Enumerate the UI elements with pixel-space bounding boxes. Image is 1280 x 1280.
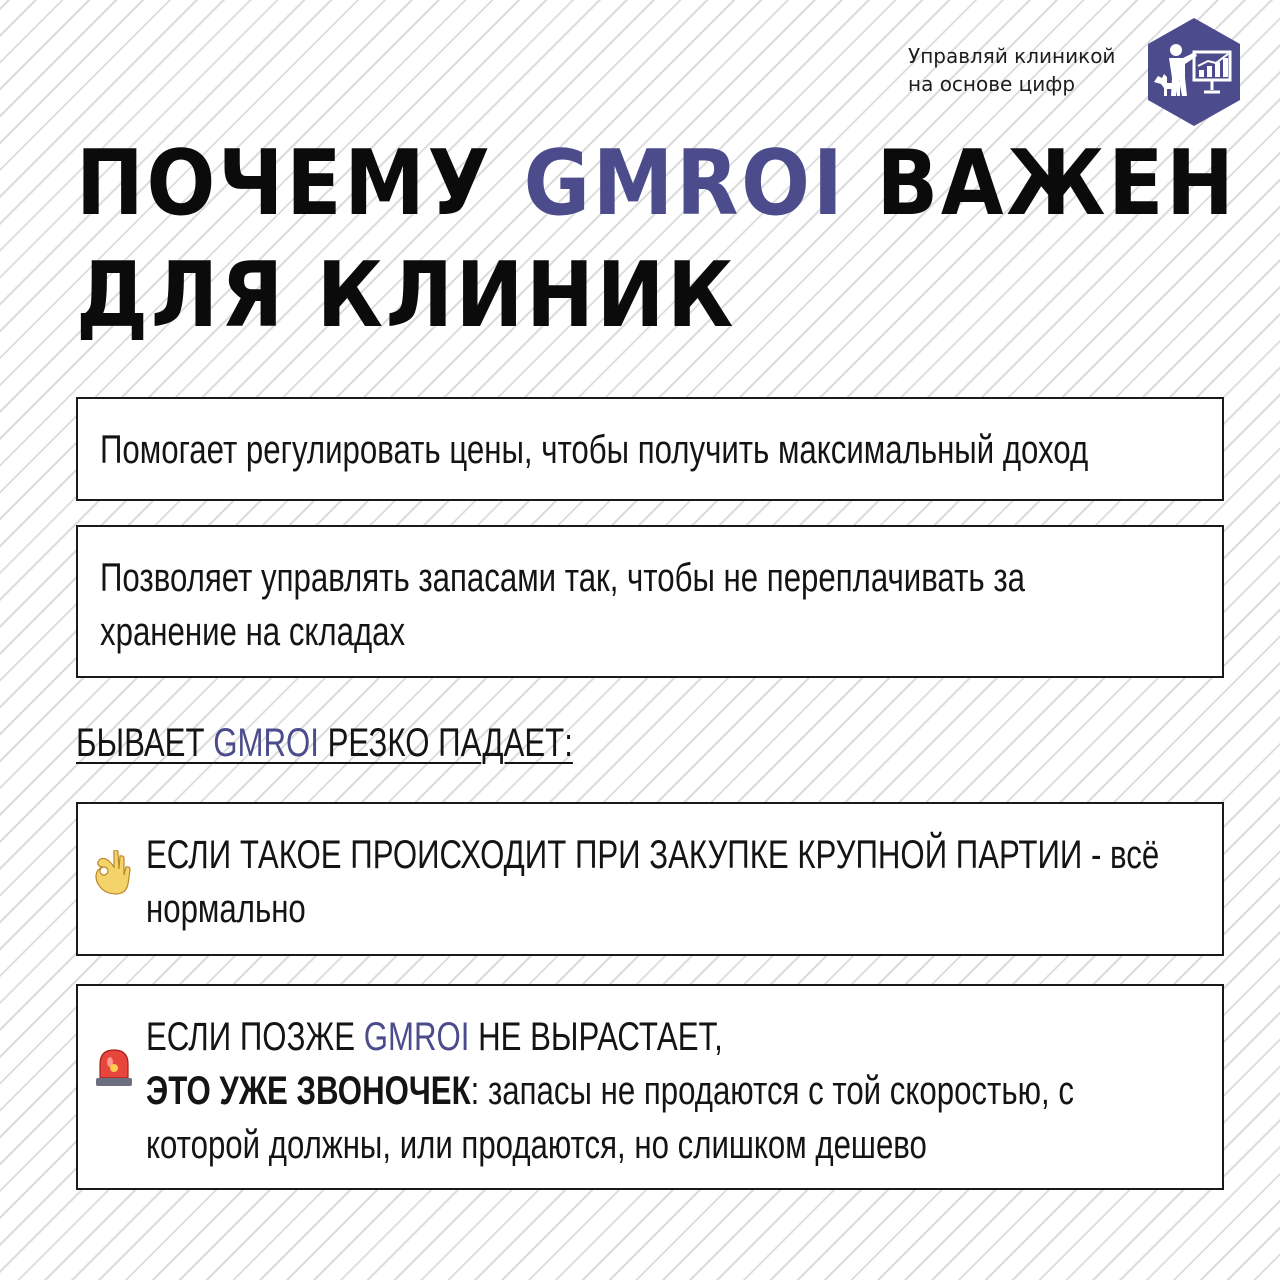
note-box-warning [76,984,1224,1190]
page-title [76,128,1237,352]
benefit-text-stock-line2: хранение на складах [100,610,406,654]
benefit-box-stock [76,525,1224,678]
title-line1-suffix: ВАЖЕН [845,131,1237,236]
benefit-text-prices: Помогает регулировать цены, чтобы получить максимальный доход [100,428,1089,472]
note2-line1-accent: GMROI [363,1015,470,1059]
note-box-large-purchase [76,802,1224,956]
note2-line2-rest: : запасы не продаются с той скоростью, с [470,1069,1074,1113]
note2-line1-prefix: ЕСЛИ ПОЗЖЕ [146,1015,364,1059]
note-text-warning [146,1010,1254,1172]
presenter-with-dog-chart-icon [1146,16,1242,128]
note-text-large-purchase [146,828,1254,936]
subheading-accent: GMROI [213,721,319,765]
benefit-text-stock [100,551,1208,659]
note2-line1-suffix: НЕ ВЫРАСТАЕТ, [469,1015,723,1059]
subheading-prefix: БЫВАЕТ [76,721,214,765]
benefit-box-prices [76,397,1224,501]
note1-line1: ЕСЛИ ТАКОЕ ПРОИСХОДИТ ПРИ ЗАКУПКЕ КРУПНОЙ ПАРТИИ - всё [146,833,1160,877]
title-line2: ДЛЯ КЛИНИК [76,243,737,348]
subheading-suffix: РЕЗКО ПАДАЕТ: [318,721,573,765]
brand-tagline-line2: на основе цифр [908,72,1076,96]
note2-alarm-phrase: ЭТО УЖЕ ЗВОНОЧЕК [146,1069,471,1113]
note1-line2: нормально [146,887,306,931]
title-line1-prefix: ПОЧЕМУ [76,131,524,236]
note2-line3: которой должны, или продаются, но слишком дешево [146,1123,927,1167]
benefit-text-stock-line1: Позволяет управлять запасами так, чтобы не переплачивать за [100,556,1025,600]
brand-tagline-line1: Управляй клиникой [908,44,1116,68]
section-subheading [76,716,573,770]
siren-icon [94,1044,134,1090]
title-accent: GMROI [523,131,846,236]
ok-hand-icon [92,850,132,896]
brand-tagline [908,42,1138,98]
